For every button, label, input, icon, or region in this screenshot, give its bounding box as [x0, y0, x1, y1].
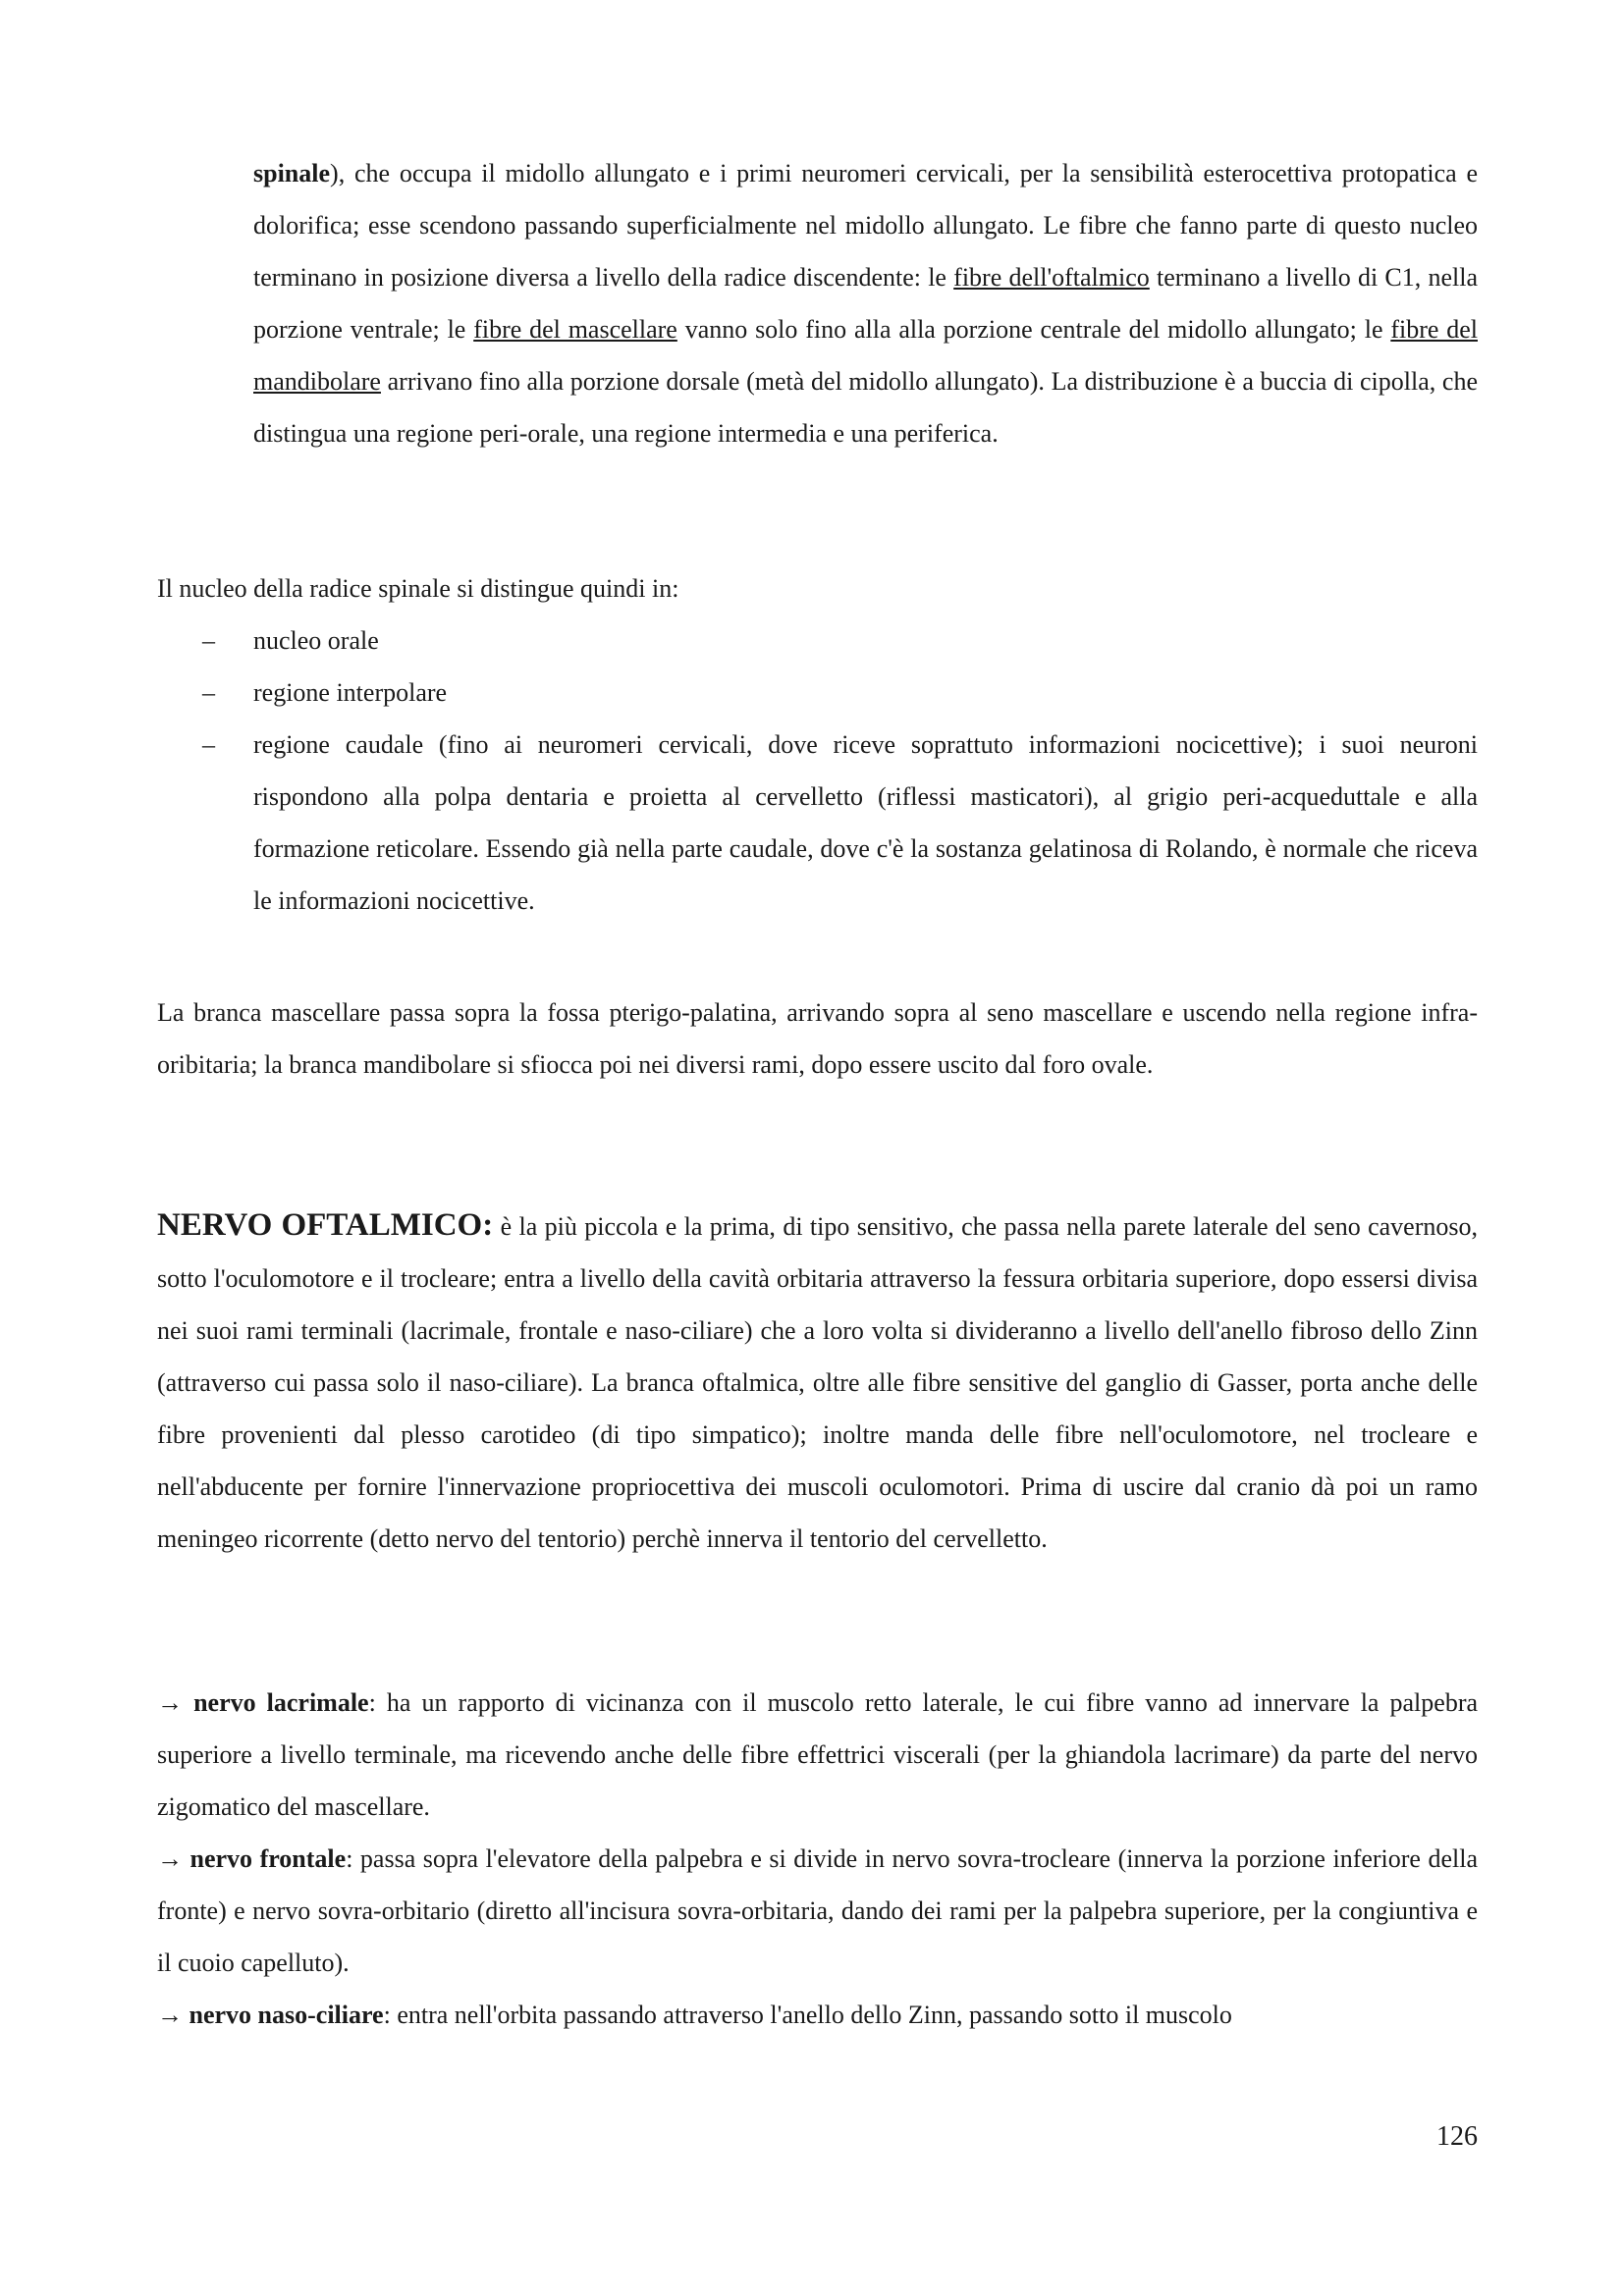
branch-lacrimale: → nervo lacrimale: ha un rapporto di vicinanza con il muscolo retto laterale, le cui fibre vanno ad innervare la palpebra superiore a livello terminale, ma ricevendo anche delle fibre effettrici viscerali (per la ghiandola lacrimare) da parte del nervo zigomatico del mascellare. — [157, 1688, 1479, 1821]
paragraph-branca: La branca mascellare passa sopra la fossa pterigo-palatina, arrivando sopra al seno mascellare e uscendo nella regione infra-oribitaria; la branca mandibolare si sfiocca poi nei diversi rami, dopo essere uscito dal foro ovale. — [157, 998, 1478, 1079]
page-number: 126 — [1436, 2121, 1478, 2152]
list-item: – regione interpolare — [157, 667, 1478, 719]
branch-frontale: → nervo frontale: passa sopra l'elevatore della palpebra e si divide in nervo sovra-trocleare (innerva la porzione inferiore della fronte) e nervo sovra-orbitario (diretto all'incisura sovra-orbitaria, dando dei rami per la palpebra superiore, per la congiuntiva e il cuoio capelluto). — [157, 1844, 1479, 1977]
branch-naso-ciliare: → nervo naso-ciliare: entra nell'orbita passando attraverso l'anello dello Zinn, passando sotto il muscolo — [157, 2001, 1232, 2029]
branch-name: nervo frontale — [189, 1844, 347, 1873]
branch-name: nervo lacrimale — [193, 1688, 369, 1717]
arrow-icon: → — [157, 1844, 190, 1873]
paragraph-radice-spinale: spinale), che occupa il midollo allungato e i primi neuromeri cervicali, per la sensibilità esterocettiva protopatica e dolorifica; esse scendono passando superficialmente nel midollo allungato. Le fibre che fanno parte di questo nucleo terminano in posizione diversa a livello della radice discendente: le fibre dell'oftalmico terminano a livello di C1, nella porzione ventrale; le fibre del mascellare vanno solo fino alla alla porzione centrale del midollo allungato; le fibre del mandibolare arrivano fino alla porzione dorsale (metà del midollo allungato). La distribuzione è a buccia di cipolla, che distingua una regione peri-orale, una regione intermedia e una periferica. — [253, 159, 1478, 448]
term-fibre-mascellare: fibre del mascellare — [473, 315, 677, 344]
dash-bullet: – — [202, 626, 215, 655]
nucleus-list — [157, 614, 1478, 927]
arrow-icon: → — [157, 2001, 189, 2029]
list-item: – regione caudale (fino ai neuromeri cervicali, dove riceve soprattuto informazioni nocicettive); i suoi neuroni rispondono alla polpa dentaria e proietta al cervelletto (riflessi masticatori), al grigio peri-acqueduttale e alla formazione reticolare. Essendo già nella parte caudale, dove c'è la sostanza gelatinosa di Rolando, è normale che riceva le informazioni nocicettive. — [157, 719, 1478, 927]
arrow-icon: → — [157, 1688, 194, 1717]
list-section — [157, 562, 1478, 927]
dash-bullet: – — [202, 678, 215, 707]
branches-section — [157, 1677, 1478, 2041]
paragraph-nervo-oftalmico: NERVO OFTALMICO: è la più piccola e la prima, di tipo sensitivo, che passa nella parete laterale del seno cavernoso, sotto l'oculomotore e il trocleare; entra a livello della cavità orbitaria attraverso la fessura orbitaria superiore, dopo essersi divisa nei suoi rami terminali (lacrimale, frontale e naso-ciliare) che a loro volta si divideranno a livello dell'anello fibroso dello Zinn (attraverso cui passa solo il naso-ciliare). La branca oftalmica, oltre alle fibre sensitive del ganglio di Gasser, porta anche delle fibre provenienti dal plesso carotideo (di tipo simpatico); inoltre manda delle fibre nell'oculomotore, nel trocleare e nell'abducente per fornire l'innervazione propriocettiva dei muscoli oculomotori. Prima di uscire dal cranio dà poi un ramo meningeo ricorrente (detto nervo del tentorio) perchè innerva il tentorio del cervelletto. — [157, 1207, 1478, 1553]
term-spinale: spinale — [253, 159, 331, 187]
term-fibre-mandibolare: fibre del mandibolare — [253, 315, 1478, 396]
section-heading: NERVO OFTALMICO: — [157, 1207, 494, 1243]
list-item: – nucleo orale — [157, 614, 1478, 667]
term-fibre-oftalmico: fibre dell'oftalmico — [953, 263, 1150, 292]
dash-bullet: – — [202, 730, 215, 759]
list-intro: Il nucleo della radice spinale si distingue quindi in: — [157, 574, 679, 603]
branch-name: nervo naso-ciliare — [189, 2001, 384, 2029]
